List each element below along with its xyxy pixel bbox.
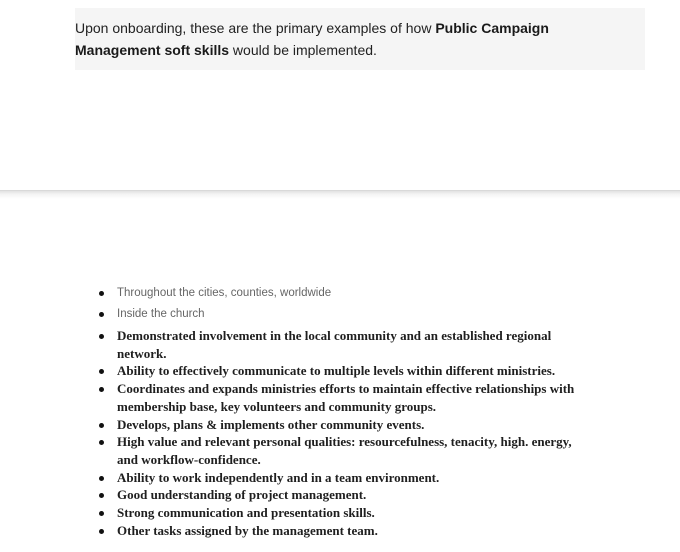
list-item-presentation: [96, 504, 656, 522]
list-item-text: High value and relevant personal qualities: resourcefulness, tenacity, high. energy,: [117, 434, 572, 450]
list-item-independent: [96, 469, 656, 487]
list-item-events: [96, 416, 656, 434]
list-item-text: Coordinates and expands ministries efforts to maintain effective relationships with: [117, 381, 575, 397]
list-item-coordinates: [96, 380, 656, 415]
list-item-text-continued: network.: [117, 345, 167, 361]
intro-bold-line2: Management soft skills: [75, 42, 230, 58]
list-item-text: Other tasks assigned by the management team.: [117, 522, 378, 538]
list-item-text: Throughout the cities, counties, worldwide: [117, 287, 332, 299]
list-item-text: Good understanding of project management.: [117, 487, 367, 503]
intro-bold-line1: Public Campaign: [435, 20, 549, 36]
list-item-community-involvement: [96, 327, 656, 362]
intro-box: [75, 8, 645, 70]
section-divider: [0, 190, 680, 199]
list-item-text: Develops, plans & implements other community events.: [117, 416, 425, 432]
intro-text-after: would be implemented.: [229, 42, 377, 58]
skills-list: [96, 283, 656, 539]
list-item-text-continued: membership base, key volunteers and community groups.: [117, 398, 437, 414]
list-item-text: Ability to effectively communicate to multiple levels within different ministries.: [117, 363, 556, 379]
list-item-text: Inside the church: [117, 307, 205, 320]
list-item-other-tasks: [96, 522, 656, 540]
list-item-project-management: [96, 486, 656, 504]
list-item-text: Demonstrated involvement in the local community and an established regional: [117, 328, 552, 343]
list-item-text: Ability to work independently and in a team environment.: [117, 469, 440, 485]
list-item-church: [96, 304, 656, 325]
list-item-cities: [96, 283, 656, 304]
list-item-qualities: [96, 433, 656, 468]
list-item-text-continued: and workflow-confidence.: [117, 451, 261, 467]
list-item-communicate: [96, 362, 656, 380]
intro-paragraph: [75, 17, 549, 61]
list-item-text: Strong communication and presentation skills.: [117, 505, 375, 521]
intro-text-before: Upon onboarding, these are the primary examples of how: [75, 20, 436, 36]
